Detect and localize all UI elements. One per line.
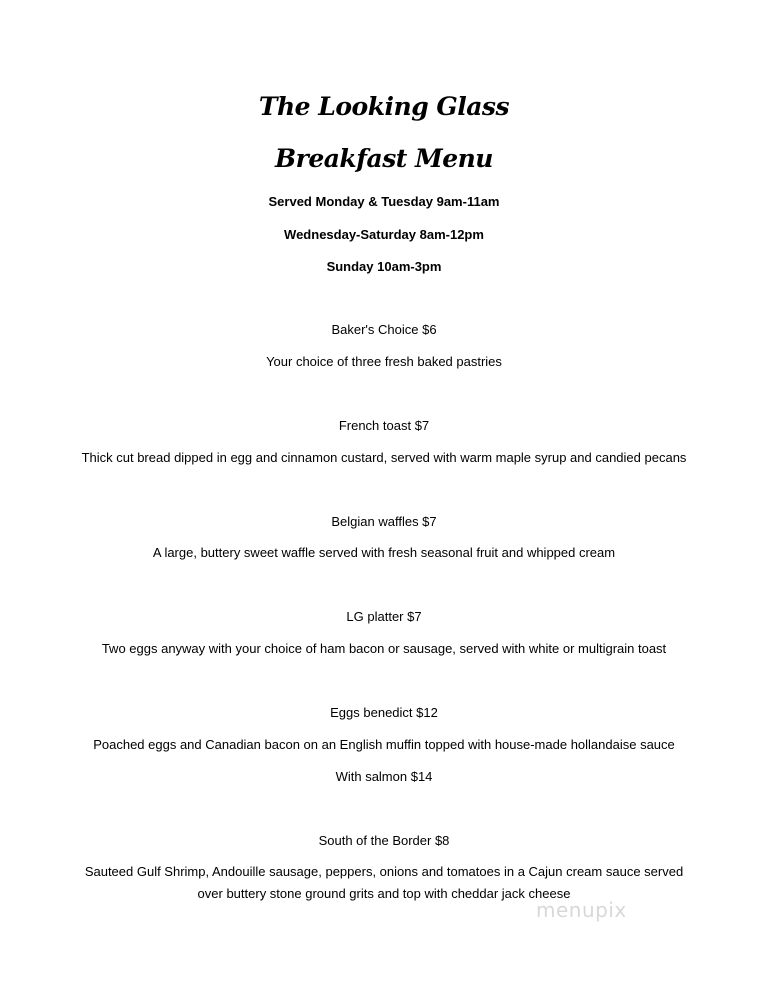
item-south-of-the-border: South of the Border $8 — [318, 833, 450, 848]
restaurant-name: The Looking Glass — [258, 92, 510, 121]
item-eggs-benedict-description: Poached eggs and Canadian bacon on an English muffin topped with house-made hollandaise sauce — [93, 737, 675, 752]
item-french-toast-description: Thick cut bread dipped in egg and cinnamon custard, served with warm maple syrup and candied pecans — [81, 450, 687, 465]
hours-mon-tue: Served Monday & Tuesday 9am-11am — [268, 194, 500, 209]
description-line-1: Sauteed Gulf Shrimp, Andouille sausage, peppers, onions and tomatoes in a Cajun cream sauce served — [84, 864, 684, 879]
hours-sunday: Sunday 10am-3pm — [326, 259, 442, 274]
item-eggs-benedict: Eggs benedict $12 — [330, 705, 438, 720]
menu-title: Breakfast Menu — [275, 144, 493, 173]
item-belgian-waffles-description: A large, buttery sweet waffle served with fresh seasonal fruit and whipped cream — [152, 545, 616, 560]
item-eggs-benedict-salmon-option: With salmon $14 — [335, 769, 433, 784]
item-lg-platter-description: Two eggs anyway with your choice of ham bacon or sausage, served with white or multigrain toast — [101, 641, 667, 656]
item-lg-platter: LG platter $7 — [346, 609, 422, 624]
item-french-toast: French toast $7 — [338, 418, 430, 433]
item-bakers-choice: Baker's Choice $6 — [331, 322, 437, 337]
item-bakers-choice-description: Your choice of three fresh baked pastries — [266, 354, 502, 369]
item-south-of-the-border-description — [0, 861, 768, 905]
item-belgian-waffles: Belgian waffles $7 — [331, 514, 437, 529]
description-line-2: over buttery stone ground grits and top with cheddar jack cheese — [197, 886, 571, 901]
menupix-watermark: menupix — [536, 898, 627, 922]
hours-wed-sat: Wednesday-Saturday 8am-12pm — [284, 227, 484, 242]
